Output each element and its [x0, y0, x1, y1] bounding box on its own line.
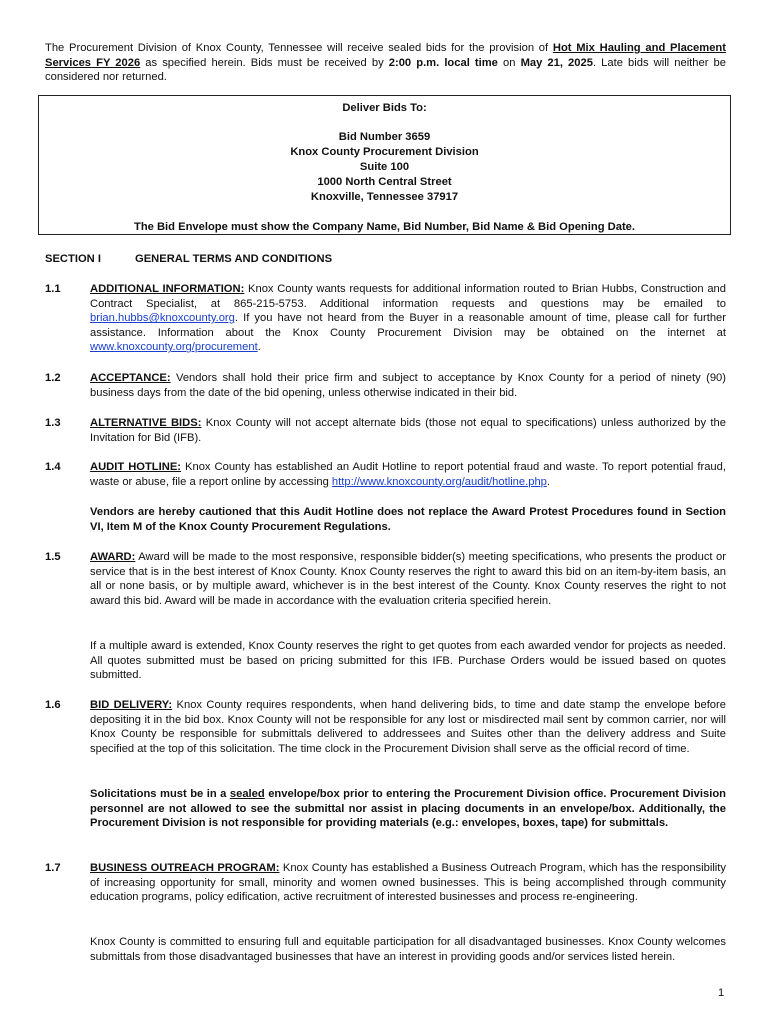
audit-hotline-caution: Vendors are hereby cautioned that this Audit Hotline does not replace the Award Protest Procedures found in Section VI, Item M of the Knox County Procurement Regulations. — [90, 506, 726, 533]
item-1-5 — [45, 550, 726, 608]
item-1-3 — [45, 416, 726, 445]
section-title: GENERAL TERMS AND CONDITIONS — [135, 253, 333, 265]
item-text: Knox County requires respondents, when hand delivering bids, to time and date stamp the envelope before depositing it in the bid box. Knox County will not be responsible for any lost or misdirected mail sent by common carrier, nor will Knox County be responsible for submittals delivered to addressees and Suites other than the delivery address and Suite specified at the top of this solicitation. The time clock in the Procurement Division shall serve as the official record of time. — [90, 699, 726, 755]
item-number: 1.1 — [45, 283, 61, 295]
item-text: . — [546, 475, 551, 488]
note-text: envelope/box prior to entering the Procurement Division office. Procurement Division personnel are not allowed to see the submittal nor assist in placing documents in an envelope/box. Additionally, the Procurement Division is not responsible for providing materials (e.g.: envelopes, boxes, tape) for submittals. — [90, 788, 726, 830]
street-address: 1000 North Central Street — [317, 176, 452, 188]
item-heading: AWARD: — [90, 551, 136, 563]
item-number: 1.4 — [45, 461, 61, 473]
item-text: . If you have not heard from the Buyer in a reasonable amount of time, please call for further assistance. Information about the Knox County Procurement Division may be obtained on the internet at — [90, 312, 726, 339]
item-heading: ALTERNATIVE BIDS: — [90, 417, 202, 429]
sealed-envelope-note — [90, 787, 726, 831]
item-1-7 — [45, 861, 726, 905]
item-text: Knox County has established a Business Outreach Program, which has the responsibility of increasing opportunity for small, minority and women owned businesses. This is being accomplished through community education programs, policy edification, active recruitment of interested businesses and process re-engineering. — [90, 862, 726, 904]
item-1-2 — [45, 371, 726, 400]
item-text: Award will be made to the most responsive, responsible bidder(s) meeting specifications, who presents the product or service that is in the best interest of Knox County. Knox County reserves the right to award this bid on an item-by-item basis, an all or none basis, or by multiple award, whichever is in the best interest of the County. Knox County reserves the right to not award this bid. Award will be made in accordance with the evaluation criteria specified herein. — [90, 551, 726, 607]
bid-due-time: 2:00 p.m. local time — [388, 56, 498, 69]
deliver-heading: Deliver Bids To: — [342, 102, 427, 114]
bid-title: Hot Mix Hauling and Placement Services FY 2026 — [45, 42, 726, 69]
envelope-note: The Bid Envelope must show the Company Name, Bid Number, Bid Name & Bid Opening Date. — [133, 221, 636, 233]
deliver-bids-box — [38, 95, 731, 235]
section-number: SECTION I — [45, 253, 101, 265]
item-heading: ADDITIONAL INFORMATION: — [90, 283, 245, 295]
city-state-zip: Knoxville, Tennessee 37917 — [310, 191, 459, 203]
item-heading: ACCEPTANCE: — [90, 372, 171, 384]
suite: Suite 100 — [359, 161, 410, 173]
item-number: 1.2 — [45, 372, 61, 384]
item-number: 1.6 — [45, 699, 61, 711]
item-text: . — [257, 341, 261, 354]
item-number: 1.3 — [45, 417, 61, 429]
intro-text: The Procurement Division of Knox County, Tennessee will receive sealed bids for the provision of — [45, 42, 553, 54]
intro-paragraph — [45, 41, 726, 85]
audit-hotline-link[interactable]: http://www.knoxcounty.org/audit/hotline.php — [331, 475, 547, 488]
item-text: Knox County wants requests for additional information routed to Brian Hubbs, Construction and Contract Specialist, at 865-215-5753. Additional information requests and questions may be emailed to — [90, 283, 726, 310]
item-heading: BID DELIVERY: — [90, 699, 173, 711]
intro-text: as specified herein. Bids must be received by — [140, 56, 389, 69]
item-1-4 — [45, 460, 726, 489]
item-number: 1.7 — [45, 862, 61, 874]
bid-number: Bid Number 3659 — [338, 131, 431, 143]
item-heading: BUSINESS OUTREACH PROGRAM: — [90, 862, 280, 874]
item-heading: AUDIT HOTLINE: — [90, 461, 182, 473]
note-text: Solicitations must be in a — [90, 788, 230, 800]
outreach-commitment-paragraph: Knox County is committed to ensuring full and equitable participation for all disadvantaged businesses. Knox County welcomes submittals from those disadvantaged businesses that have an interest in providing goods and/or services listed herein. — [90, 936, 726, 963]
item-text: Knox County has established an Audit Hotline to report potential fraud and waste. To report potential fraud, waste or abuse, file a report online by accessing — [90, 461, 726, 488]
procurement-url-link[interactable]: www.knoxcounty.org/procurement — [90, 341, 258, 354]
item-number: 1.5 — [45, 551, 61, 563]
intro-text: on — [497, 56, 521, 69]
award-multiple-paragraph: If a multiple award is extended, Knox County reserves the right to get quotes from each awarded vendor for projects as needed. All quotes submitted must be based on pricing submitted for this IFB. Purchase Orders would be issued based on quotes submitted. — [90, 640, 726, 682]
item-1-1 — [45, 282, 726, 355]
bid-due-date: May 21, 2025 — [520, 56, 593, 69]
email-link[interactable]: brian.hubbs@knoxcounty.org — [90, 312, 235, 325]
note-sealed: sealed — [229, 788, 265, 800]
item-1-6 — [45, 698, 726, 756]
item-text: Knox County will not accept alternate bids (those not equal to specifications) unless authorized by the Invitation for Bid (IFB). — [90, 417, 726, 444]
division-name: Knox County Procurement Division — [290, 146, 479, 158]
page-number: 1 — [718, 987, 725, 999]
item-text: Vendors shall hold their price firm and subject to acceptance by Knox County for a period of ninety (90) business days from the date of the bid opening, unless otherwise indicated in their bid. — [90, 372, 726, 399]
intro-text: . Late bids will neither be considered nor returned. — [45, 56, 726, 84]
